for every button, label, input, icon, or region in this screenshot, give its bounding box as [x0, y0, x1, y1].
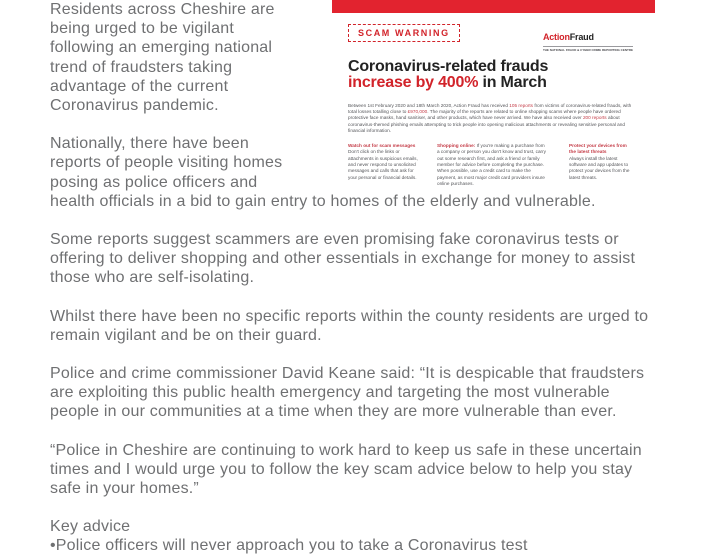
- text-line: remain vigilant and be on their guard.: [50, 326, 322, 344]
- text-line: safe in your homes.”: [50, 480, 199, 498]
- poster-advice-column: [348, 143, 424, 188]
- poster-title-in-march: in March: [478, 74, 547, 91]
- poster-title-increase-red: increase by 400%: [348, 74, 479, 91]
- poster-red-bar: [332, 0, 655, 13]
- poster-column-text: Always install the latest software and app updates to protect your devices from the latest threats.: [569, 155, 630, 180]
- paragraph: [50, 364, 695, 422]
- paragraph: [50, 307, 695, 345]
- intro-text: Between 1st February 2020 and 18th March 2020, Action Fraud has received: [348, 102, 510, 108]
- text-line: trend of fraudsters taking: [50, 58, 233, 76]
- text-line: •Police officers will never approach you to take a Coronavirus test: [50, 537, 528, 555]
- logo-action-part: Action: [542, 32, 570, 42]
- text-line: “Police in Cheshire are continuing to work hard to keep us safe in these uncertain: [50, 441, 642, 459]
- text-line: reports of people visiting homes: [50, 154, 283, 172]
- text-line: Coronavirus pandemic.: [50, 97, 219, 115]
- poster-column-text: If you're making a purchase from a company or person you don't know and trust, carry out some research first, and ask a friend or family member for advice before completing the purchase. When possible, use a credit card to make the payment, as most major credit card providers insure online purchases.: [437, 142, 547, 187]
- poster-title-line1: Coronavirus-related frauds: [348, 57, 549, 75]
- poster-column-heading: Shopping online:: [437, 142, 476, 148]
- poster-intro-text: [348, 103, 634, 135]
- text-line: advantage of the current: [50, 77, 229, 95]
- poster-advice-column: [569, 143, 634, 188]
- text-line: Key advice: [50, 518, 131, 536]
- scam-warning-badge: SCAM WARNING: [348, 24, 460, 42]
- intro-text: about coronavirus-themed phishing emails attempting to trick people into opening malicious attachments or revealing sensitive personal and financial information.: [348, 115, 625, 134]
- poster-column-text: Don't click on the links or attachments in suspicious emails, and never respond to unsolicited messages and calls that ask for your personal or financial details.: [348, 149, 418, 180]
- paragraph: [50, 230, 695, 288]
- intro-highlight: £970,000: [407, 108, 428, 114]
- logo-tagline: THE NATIONAL FRAUD & CYBER CRIME REPORTING CENTRE: [542, 47, 633, 52]
- poster-header: [348, 24, 633, 52]
- text-line: people in our communities at a time when they are more vulnerable than ever.: [50, 403, 617, 421]
- intro-text: . The majority of the reports are related to online shopping scams where people have ordered protective face masks, hand sanitiser, and other products, which have never arrived. We have also received over: [348, 108, 621, 121]
- poster-content: [332, 13, 655, 198]
- poster-column-heading: Watch out for scam messages: [348, 142, 416, 148]
- intro-highlight: 200 reports: [582, 115, 607, 121]
- paragraph: [50, 441, 695, 499]
- text-line: posing as police officers and: [50, 173, 258, 191]
- text-line: Some reports suggest scammers are even promising fake coronavirus tests or: [50, 231, 619, 249]
- text-line: those who are self-isolating.: [50, 269, 255, 287]
- intro-highlight: 105 reports: [509, 102, 534, 108]
- paragraph: [50, 517, 695, 555]
- text-line: Whilst there have been no specific reports within the county residents are urged to: [50, 307, 649, 325]
- text-line: health officials in a bid to gain entry to homes of the elderly and vulnerable.: [50, 192, 596, 210]
- text-line: Nationally, there have been: [50, 135, 250, 153]
- poster-column-heading: Protect your devices from the latest threats: [569, 142, 627, 155]
- intro-text: from victims of coronavirus-related frauds, with total losses totalling close to: [348, 102, 632, 114]
- poster-advice-column: [437, 143, 547, 188]
- action-fraud-logo-text: [543, 32, 594, 42]
- logo-fraud-part: Fraud: [569, 32, 594, 42]
- text-line: are exploiting this public health emergency and targeting the most vulnerable: [50, 384, 610, 402]
- text-line: following an emerging national: [50, 39, 273, 57]
- text-line: Police and crime commissioner David Keane said: “It is despicable that fraudsters: [50, 365, 645, 383]
- text-line: being urged to be vigilant: [50, 20, 234, 38]
- scam-warning-poster-image: [332, 0, 655, 198]
- poster-advice-columns: [348, 143, 634, 188]
- action-fraud-logo: [543, 27, 633, 52]
- text-line: Residents across Cheshire are: [50, 1, 275, 18]
- poster-title: [348, 59, 633, 92]
- text-line: times and I would urge you to follow the key scam advice below to help you stay: [50, 460, 633, 478]
- text-line: offering to deliver shopping and other essentials in exchange for money to assist: [50, 250, 636, 268]
- poster-title-line2: [348, 75, 633, 92]
